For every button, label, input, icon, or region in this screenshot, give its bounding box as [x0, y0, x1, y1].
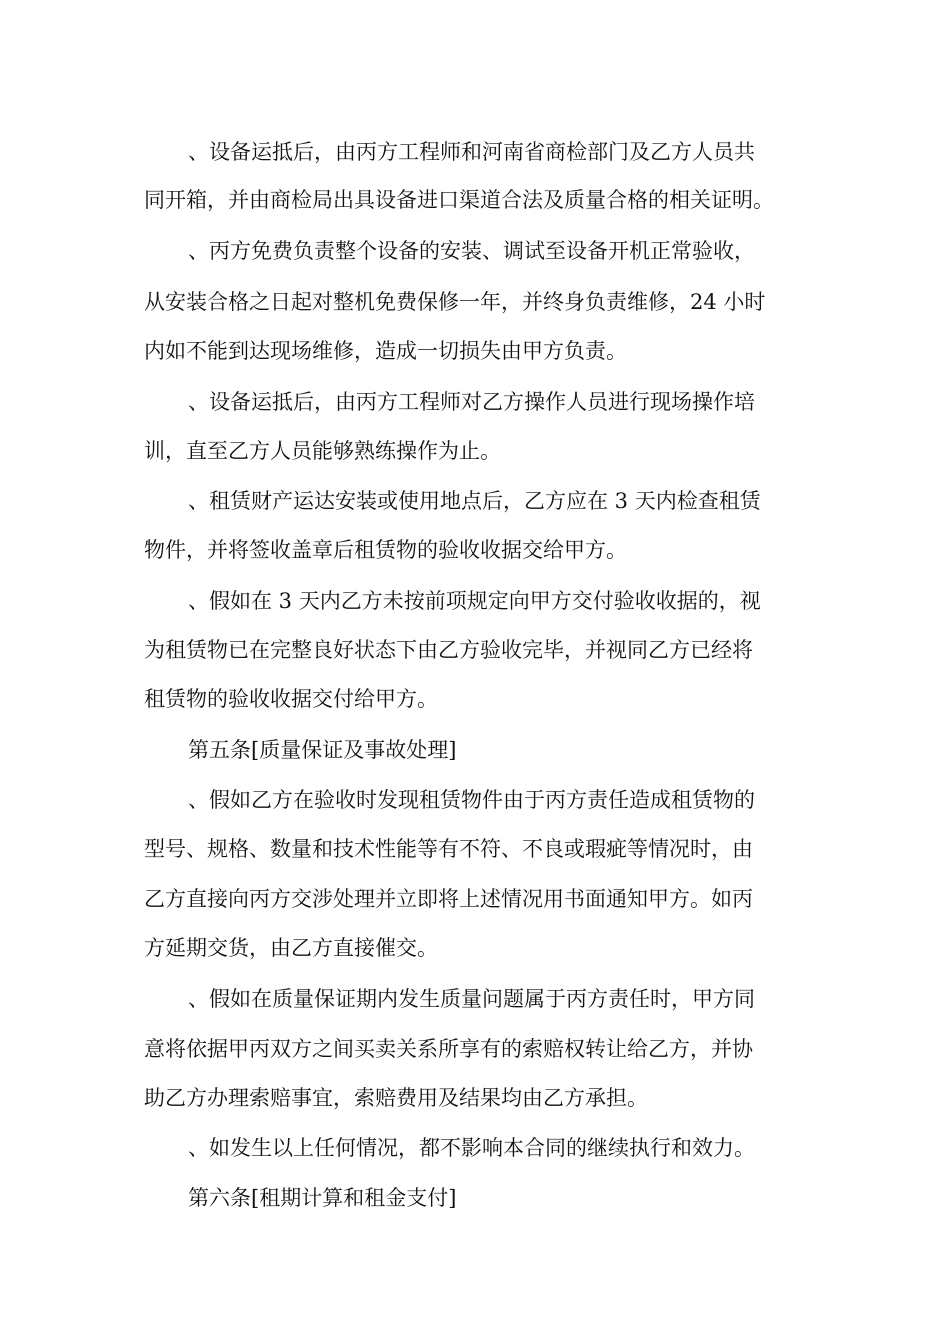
text-line: 、设备运抵后，由丙方工程师对乙方操作人员进行现场操作培: [188, 390, 755, 414]
text-line: 型号、规格、数量和技术性能等有不符、不良或瑕疵等情况时，由: [144, 837, 753, 861]
text-line: 训，直至乙方人员能够熟练操作为止。: [144, 439, 501, 463]
text-line: 从安装合格之日起对整机免费保修一年，并终身负责维修，24 小时: [144, 290, 766, 314]
text-line: 内如不能到达现场维修，造成一切损失由甲方负责。: [144, 339, 627, 363]
text-line: 乙方直接向丙方交涉处理并立即将上述情况用书面通知甲方。如丙: [144, 887, 753, 911]
text-line: 助乙方办理索赔事宜，索赔费用及结果均由乙方承担。: [144, 1086, 648, 1110]
text-line: 、假如在质量保证期内发生质量问题属于丙方责任时，甲方同: [188, 987, 755, 1011]
text-line: 、假如在 3 天内乙方未按前项规定向甲方交付验收收据的，视: [188, 589, 761, 613]
section-heading: 第六条[租期计算和租金支付]: [188, 1186, 457, 1210]
text-line: 方延期交货，由乙方直接催交。: [144, 936, 438, 960]
text-line: 、如发生以上任何情况，都不影响本合同的继续执行和效力。: [188, 1136, 755, 1160]
text-line: 物件，并将签收盖章后租赁物的验收收据交给甲方。: [144, 538, 627, 562]
text-line: 、租赁财产运达安装或使用地点后，乙方应在 3 天内检查租赁: [188, 489, 761, 513]
text-line: 为租赁物已在完整良好状态下由乙方验收完毕，并视同乙方已经将: [144, 638, 753, 662]
text-line: 同开箱，并由商检局出具设备进口渠道合法及质量合格的相关证明。: [144, 188, 774, 212]
text-line: 、设备运抵后，由丙方工程师和河南省商检部门及乙方人员共: [188, 140, 755, 164]
section-heading: 第五条[质量保证及事故处理]: [188, 738, 457, 762]
text-line: 租赁物的验收收据交付给甲方。: [144, 687, 438, 711]
text-line: 、丙方免费负责整个设备的安装、调试至设备开机正常验收，: [188, 239, 755, 263]
text-line: 意将依据甲丙双方之间买卖关系所享有的索赔权转让给乙方，并协: [144, 1037, 753, 1061]
text-line: 、假如乙方在验收时发现租赁物件由于丙方责任造成租赁物的: [188, 788, 755, 812]
